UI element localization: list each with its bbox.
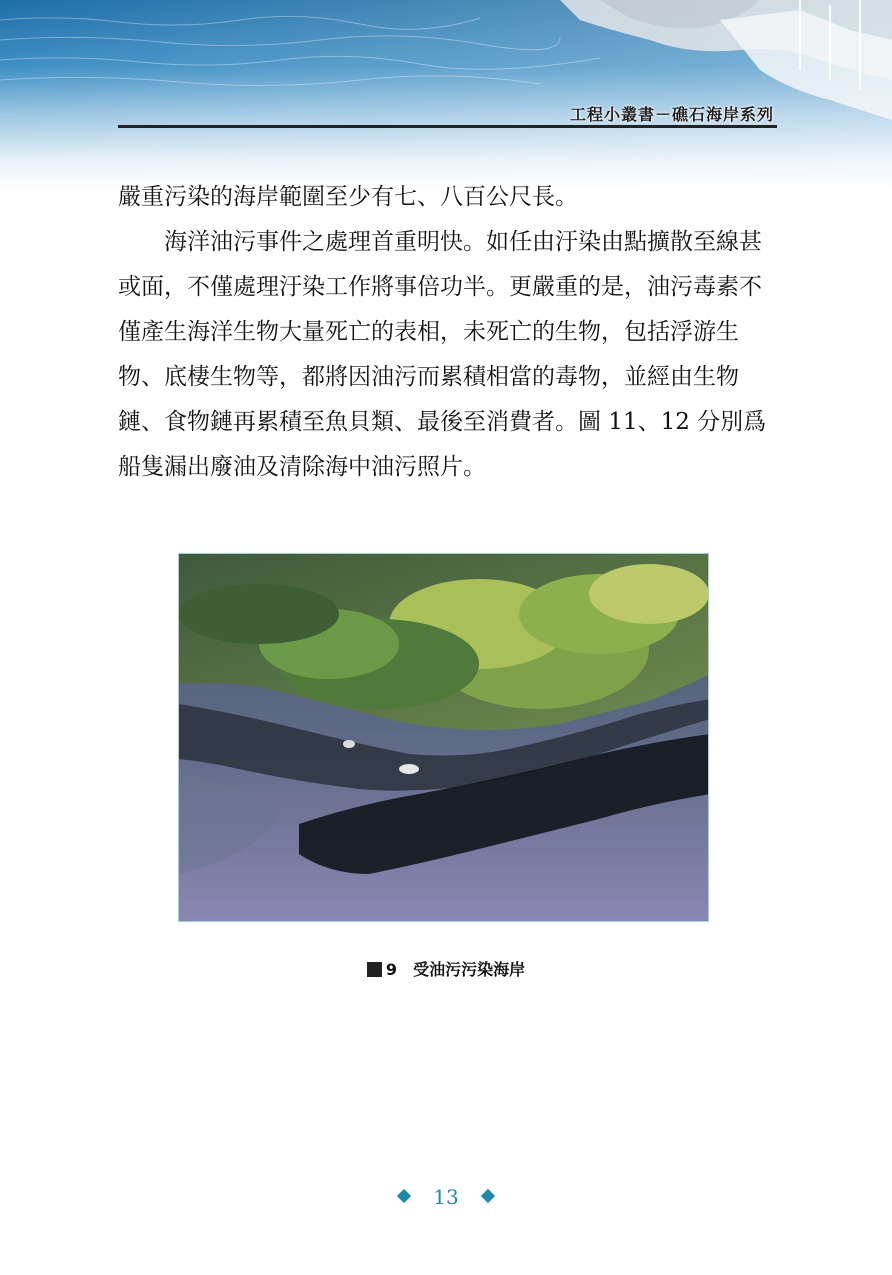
paragraph-1: 嚴重污染的海岸範圍至少有七、八百公尺長。	[118, 184, 578, 210]
page-number: 13	[433, 1185, 459, 1209]
body-text	[118, 175, 778, 490]
header-rule	[118, 125, 777, 128]
diamond-left-icon	[397, 1189, 411, 1203]
figure-caption-text: 受油污污染海岸	[413, 960, 526, 979]
paragraph-2: 海洋油污事件之處理首重明快。如任由汙染由點擴散至線甚或面，不僅處理汙染工作將事倍功半。更嚴重的是，油污毒素不僅產生海洋生物大量死亡的表相，未死亡的生物，包括浮游生物、底棲生物等，都將因油污而累積相當的毒物，並經由生物鏈、食物鏈再累積至魚貝類、最後至消費者。圖 11、12 分別爲船隻漏出廢油及清除海中油污照片。	[118, 229, 767, 480]
series-title: 工程小叢書－礁石海岸系列	[569, 105, 774, 124]
figure-photo	[178, 553, 709, 922]
page-footer	[0, 1185, 892, 1209]
ocean-banner-image	[0, 0, 892, 190]
caption-marker-icon	[367, 962, 382, 977]
figure-number: 9	[385, 960, 398, 979]
figure-caption	[0, 957, 892, 980]
header-banner	[0, 0, 892, 190]
diamond-right-icon	[481, 1189, 495, 1203]
oil-polluted-coast-photo	[179, 554, 709, 922]
